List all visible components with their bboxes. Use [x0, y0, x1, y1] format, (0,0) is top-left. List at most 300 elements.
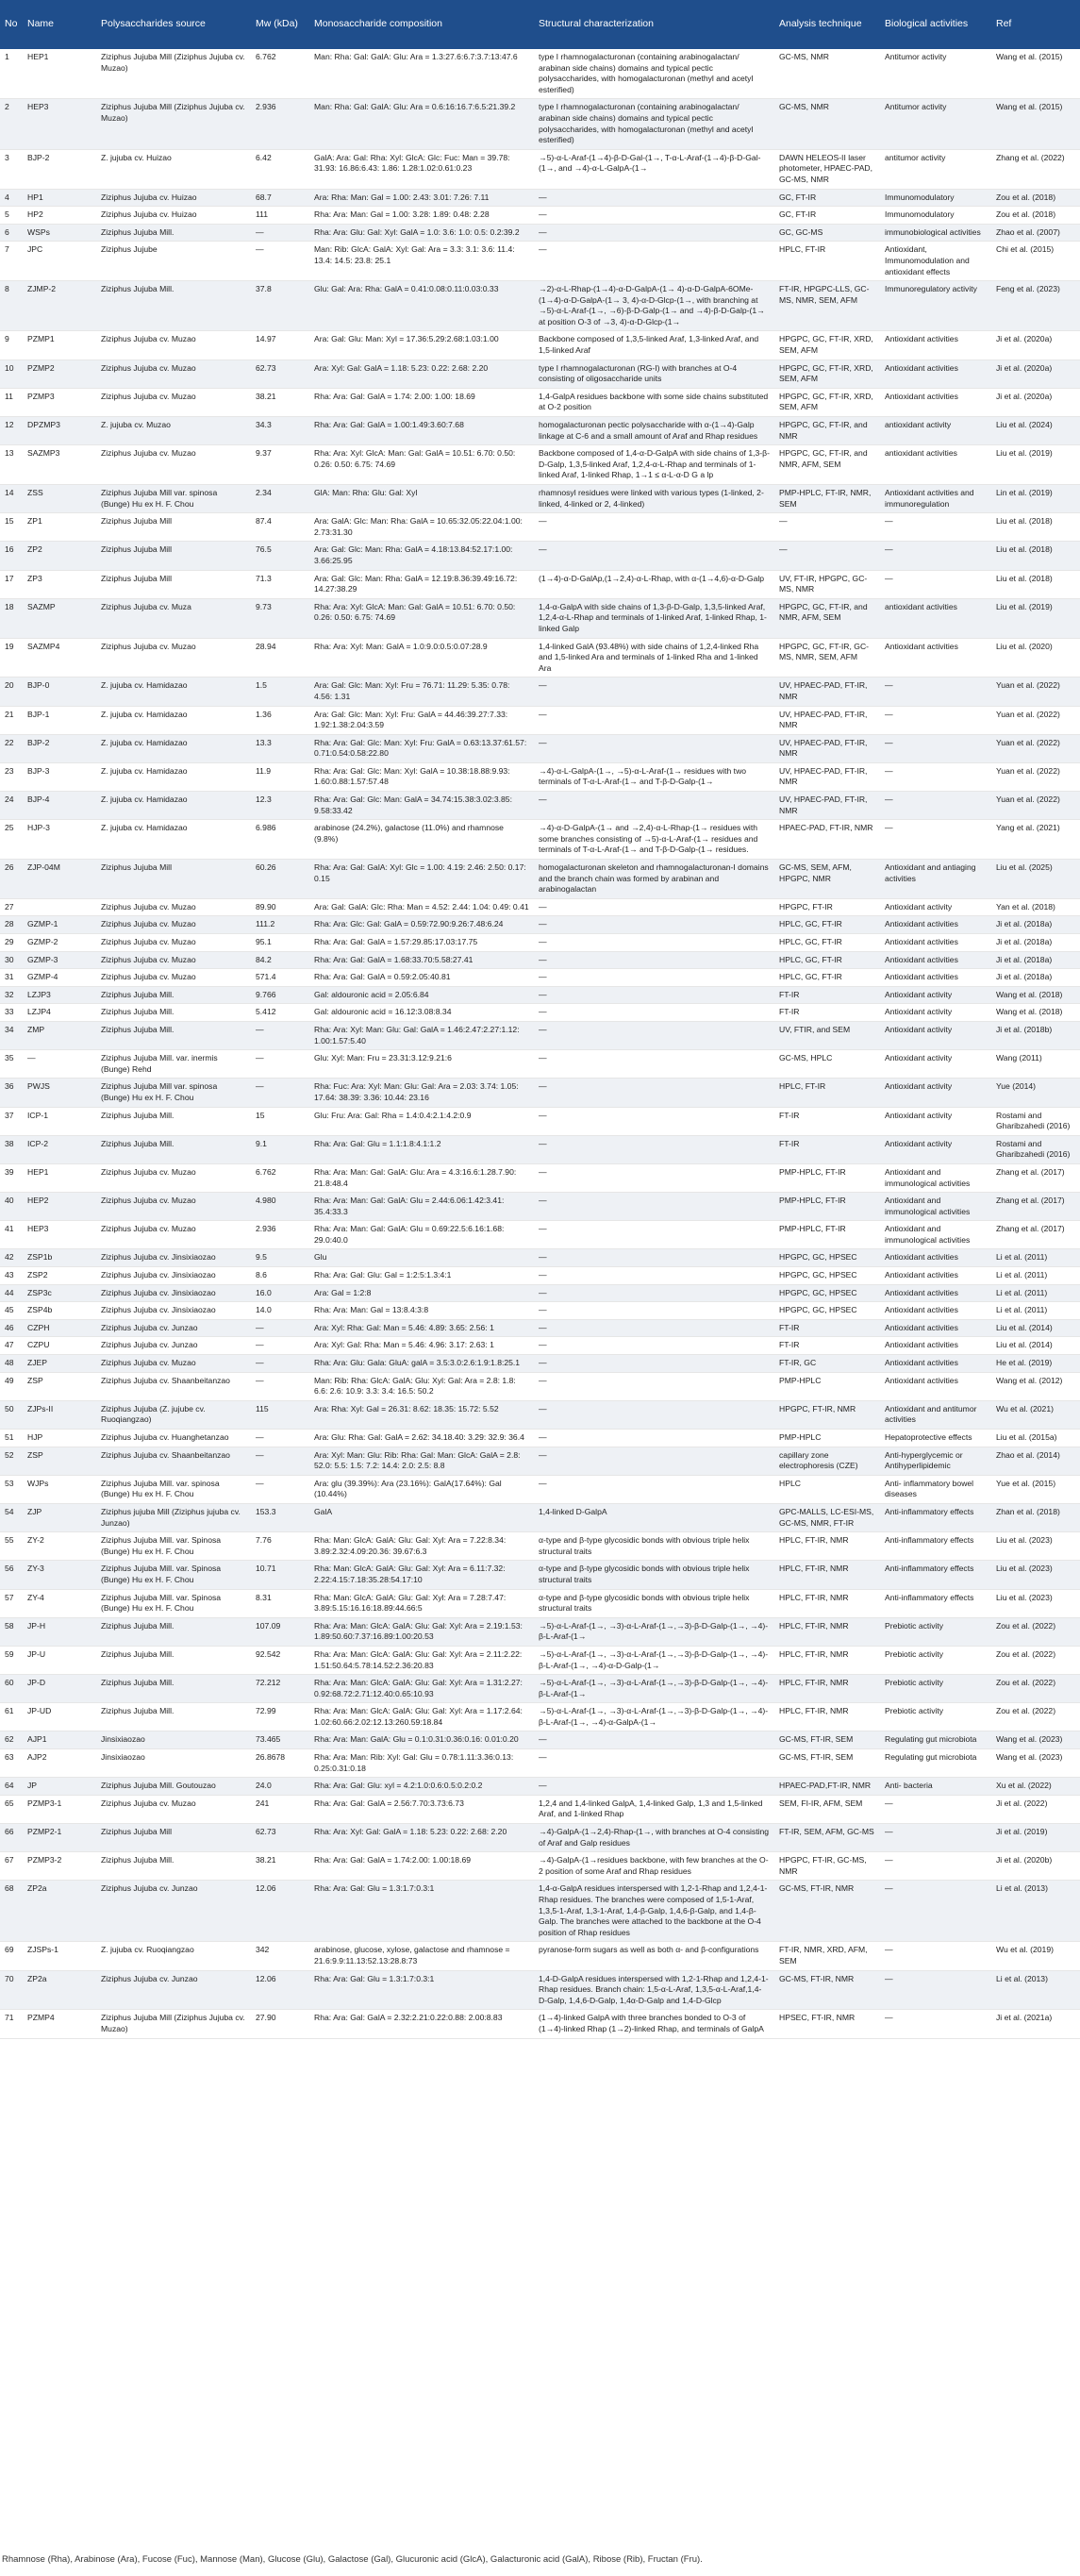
cell-mw: 73.465 — [251, 1731, 309, 1749]
cell-technique: HPLC, FT-IR, NMR — [774, 1561, 880, 1589]
cell-technique: GC, FT-IR — [774, 189, 880, 207]
cell-structure: — — [534, 1731, 774, 1749]
table-row — [0, 1824, 1080, 1852]
cell-no: 23 — [0, 762, 23, 791]
cell-source: Z. jujuba cv. Hamidazao — [96, 820, 251, 860]
table-row — [0, 1749, 1080, 1778]
cell-source: Ziziphus Jujuba cv. Shaanbeitanzao — [96, 1447, 251, 1475]
cell-source: Ziziphus Jujuba cv. Junzao — [96, 1970, 251, 2010]
cell-mw: 76.5 — [251, 542, 309, 570]
cell-source: Ziziphus Jujuba Mill. — [96, 1646, 251, 1674]
cell-source: Jinsixiaozao — [96, 1749, 251, 1778]
cell-ref: Liu et al. (2019) — [991, 445, 1080, 485]
cell-no: 69 — [0, 1942, 23, 1970]
cell-monosaccharide: Glu: Fru: Ara: Gal: Rha = 1.4:0.4:2.1:4.2:0.9 — [309, 1107, 534, 1135]
cell-structure: →4)-GalpA-(1→2,4)-Rhap-(1→, with branches at O-4 consisting of Araf and Galp residues — [534, 1824, 774, 1852]
table-row — [0, 1617, 1080, 1646]
cell-name: SAZMP3 — [23, 445, 96, 485]
cell-ref: Wang et al. (2018) — [991, 1004, 1080, 1022]
cell-mw: 12.06 — [251, 1881, 309, 1942]
cell-activity: antioxidant activities — [880, 598, 991, 638]
cell-activity: — — [880, 1852, 991, 1881]
cell-structure: (1→4)-linked GalpA with three branches bonded to O-3 of (1→4)-linked Rhap (1→2)-linked Rhap, and terminals of GalpA — [534, 2010, 774, 2038]
cell-activity: — — [880, 542, 991, 570]
cell-no: 11 — [0, 388, 23, 416]
cell-monosaccharide: Rha: Ara: Man: GlcA: GalA: Glu: Gal: Xyl: Ara = 1.17:2.64: 1.02:60.66:2.02:12.13:260.59:18.84 — [309, 1703, 534, 1731]
cell-ref: Ji et al. (2018a) — [991, 934, 1080, 952]
cell-activity: Antioxidant activities — [880, 1355, 991, 1373]
cell-monosaccharide: Rha: Ara: Gal: Glc: Man: GalA = 34.74:15.38:3.02:3.85: 9.58:33.42 — [309, 792, 534, 820]
table-row — [0, 1400, 1080, 1429]
cell-no: 15 — [0, 513, 23, 542]
cell-no: 71 — [0, 2010, 23, 2038]
cell-no: 45 — [0, 1302, 23, 1320]
cell-structure: homogalacturonan skeleton and rhamnogalacturonan-I domains and the branch chain was formed by arabinan and arabinogalactan — [534, 860, 774, 899]
cell-structure: 1,4-α-GalpA residues interspersed with 1,2-1-Rhap and 1,2,4-1-Rhap residues. The branches were composed of 1,5-1-Araf, 1,3,5-1-Araf, 1,3-1-Araf, 1,4-β-Galp, 1,4,6-β-Galp, and 1,4-β-Galp. The branches were attached to the backbone at the O-4 position of Rhap residues — [534, 1881, 774, 1942]
cell-mw: 111 — [251, 207, 309, 225]
cell-ref: Liu et al. (2014) — [991, 1337, 1080, 1355]
cell-technique: HPGPC, GC, HPSEC — [774, 1267, 880, 1285]
cell-structure: — — [534, 1355, 774, 1373]
cell-name: HJP — [23, 1430, 96, 1447]
cell-ref: Zou et al. (2018) — [991, 207, 1080, 225]
cell-source: Ziziphus Jujuba Mill (Ziziphus Jujuba cv. Muzao) — [96, 2010, 251, 2038]
cell-structure: — — [534, 542, 774, 570]
table-body — [0, 49, 1080, 2038]
cell-activity: Anti- bacteria — [880, 1778, 991, 1796]
cell-technique: HPLC, GC, FT-IR — [774, 951, 880, 969]
table-row — [0, 1163, 1080, 1192]
cell-activity: Antioxidant activities — [880, 638, 991, 677]
cell-activity: Antioxidant activities — [880, 388, 991, 416]
cell-ref: Chi et al. (2015) — [991, 242, 1080, 281]
table-row — [0, 542, 1080, 570]
table-row — [0, 1079, 1080, 1107]
cell-mw: 68.7 — [251, 189, 309, 207]
table-row — [0, 1646, 1080, 1674]
cell-no: 51 — [0, 1430, 23, 1447]
cell-source: Ziziphus Jujuba cv. Muzao — [96, 934, 251, 952]
cell-structure: — — [534, 1135, 774, 1163]
cell-ref: Yuan et al. (2022) — [991, 677, 1080, 706]
table-row — [0, 49, 1080, 99]
cell-structure: — — [534, 1221, 774, 1249]
table-row — [0, 792, 1080, 820]
table-row — [0, 360, 1080, 388]
cell-no: 12 — [0, 417, 23, 445]
cell-monosaccharide: Rha: Ara: Glc: Gal: GalA = 0.59:72.90:9.26:7.48:6.24 — [309, 916, 534, 934]
cell-name: BJP-0 — [23, 677, 96, 706]
cell-mw: 9.1 — [251, 1135, 309, 1163]
cell-source: Ziziphus Jujuba Mill. var. Spinosa (Bunge) Hu ex H. F. Chou — [96, 1561, 251, 1589]
cell-ref: Ji et al. (2018a) — [991, 969, 1080, 987]
cell-monosaccharide: arabinose (24.2%), galactose (11.0%) and rhamnose (9.8%) — [309, 820, 534, 860]
cell-name: HEP3 — [23, 99, 96, 149]
cell-monosaccharide: Rha: Ara: Man: GalA: Glu = 0.1:0.31:0.36:0.16: 0.01:0.20 — [309, 1731, 534, 1749]
cell-monosaccharide: Ara: Gal: GalA: Glc: Rha: Man = 4.52: 2.44: 1.04: 0.49: 0.41 — [309, 898, 534, 916]
table-row — [0, 677, 1080, 706]
cell-source: Z. jujuba cv. Hamidazao — [96, 706, 251, 734]
table-row — [0, 1852, 1080, 1881]
cell-ref: Wang et al. (2018) — [991, 986, 1080, 1004]
cell-source: Ziziphus Jujuba cv. Muzao — [96, 1163, 251, 1192]
cell-monosaccharide: Rha: Ara: Xyl: GlcA: Man: Gal: GalA = 10.51: 6.70: 0.50: 0.26: 0.50: 6.75: 74.69 — [309, 445, 534, 485]
cell-structure: — — [534, 207, 774, 225]
cell-name: ZP3 — [23, 570, 96, 598]
cell-no: 49 — [0, 1372, 23, 1400]
cell-mw: — — [251, 1475, 309, 1503]
cell-source: Ziziphus Jujuba Mill — [96, 513, 251, 542]
cell-no: 61 — [0, 1703, 23, 1731]
cell-name: ZSP4b — [23, 1302, 96, 1320]
cell-no: 28 — [0, 916, 23, 934]
table-row — [0, 1193, 1080, 1221]
cell-mw: — — [251, 1430, 309, 1447]
cell-source: Ziziphus Jujuba Mill. — [96, 1004, 251, 1022]
cell-ref: Zou et al. (2022) — [991, 1703, 1080, 1731]
header-col-mw: Mw (kDa) — [251, 0, 309, 49]
table-row — [0, 598, 1080, 638]
cell-monosaccharide: Rha: Ara: Gal: GalA = 0.59:2.05:40.81 — [309, 969, 534, 987]
cell-name: JP-UD — [23, 1703, 96, 1731]
cell-no: 38 — [0, 1135, 23, 1163]
cell-name: BJP-3 — [23, 762, 96, 791]
table-row — [0, 445, 1080, 485]
cell-ref: Zou et al. (2022) — [991, 1617, 1080, 1646]
cell-source: Ziziphus Jujuba (Z. jujube cv. Ruoqiangzao) — [96, 1400, 251, 1429]
cell-structure: α-type and β-type glycosidic bonds with obvious triple helix structural traits — [534, 1561, 774, 1589]
table-row — [0, 1675, 1080, 1703]
cell-monosaccharide: Rha: Ara: Glu: Gal: Xyl: GalA = 1.0: 3.6: 1.0: 0.5: 0.2:39.2 — [309, 224, 534, 242]
cell-mw: 12.06 — [251, 1970, 309, 2010]
cell-mw: 10.71 — [251, 1561, 309, 1589]
cell-structure: 1,2,4 and 1,4-linked GalpA, 1,4-linked Galp, 1,3 and 1,5-linked Araf, and 1-linked Rhap — [534, 1795, 774, 1823]
cell-no: 50 — [0, 1400, 23, 1429]
cell-ref: Wu et al. (2019) — [991, 1942, 1080, 1970]
cell-technique: capillary zone electrophoresis (CZE) — [774, 1447, 880, 1475]
cell-structure: — — [534, 1107, 774, 1135]
cell-no: 53 — [0, 1475, 23, 1503]
cell-mw: 9.73 — [251, 598, 309, 638]
cell-structure: type I rhamnogalacturonan (containing arabinogalactan/ arabinan side chains) domains and typical pectic polysaccharides, with homogalacturonan (methyl and acetyl esterified) — [534, 49, 774, 99]
cell-monosaccharide: Ara: Xyl: Rha: Gal: Man = 5.46: 4.89: 3.65: 2.56: 1 — [309, 1319, 534, 1337]
table-row — [0, 1284, 1080, 1302]
cell-name: PZMP1 — [23, 331, 96, 360]
cell-source: Ziziphus Jujuba Mill (Ziziphus Jujuba cv. Muzao) — [96, 99, 251, 149]
cell-structure: α-type and β-type glycosidic bonds with obvious triple helix structural traits — [534, 1532, 774, 1561]
cell-ref: Zhang et al. (2022) — [991, 149, 1080, 189]
table-row — [0, 1561, 1080, 1589]
cell-monosaccharide: Rha: Ara: Xyl: Man: GalA = 1.0:9.0:0.5:0.07:28.9 — [309, 638, 534, 677]
cell-technique: HPLC, FT-IR, NMR — [774, 1532, 880, 1561]
cell-monosaccharide: Ara: Rha: Man: Gal = 1.00: 2.43: 3.01: 7.26: 7.11 — [309, 189, 534, 207]
cell-name: HP1 — [23, 189, 96, 207]
cell-no: 60 — [0, 1675, 23, 1703]
cell-activity: Antioxidant, Immunomodulation and antioxidant effects — [880, 242, 991, 281]
cell-source: Ziziphus Jujuba Mill. — [96, 1675, 251, 1703]
cell-technique: PMP-HPLC, FT-IR — [774, 1193, 880, 1221]
table-row — [0, 331, 1080, 360]
cell-structure: α-type and β-type glycosidic bonds with obvious triple helix structural traits — [534, 1589, 774, 1617]
cell-ref: Ji et al. (2019) — [991, 1824, 1080, 1852]
cell-no: 8 — [0, 281, 23, 331]
cell-mw: — — [251, 1021, 309, 1049]
cell-technique: GC-MS, FT-IR, NMR — [774, 1881, 880, 1942]
cell-mw: — — [251, 1372, 309, 1400]
cell-source: Ziziphus Jujuba cv. Huanghetanzao — [96, 1430, 251, 1447]
cell-mw: 13.3 — [251, 734, 309, 762]
cell-ref: Yuan et al. (2022) — [991, 792, 1080, 820]
cell-ref: Xu et al. (2022) — [991, 1778, 1080, 1796]
cell-activity: Anti-inflammatory effects — [880, 1532, 991, 1561]
cell-no: 26 — [0, 860, 23, 899]
cell-monosaccharide: Ara: GalA: Glc: Man: Rha: GalA = 10.65:32.05:22.04:1.00: 2.73:31.30 — [309, 513, 534, 542]
cell-structure: — — [534, 242, 774, 281]
cell-source: Ziziphus Jujuba Mill. — [96, 281, 251, 331]
cell-source: Ziziphus Jujuba cv. Jinsixiaozao — [96, 1302, 251, 1320]
cell-ref: Wang et al. (2023) — [991, 1749, 1080, 1778]
cell-mw: 1.5 — [251, 677, 309, 706]
cell-source: Z. jujuba cv. Ruoqiangzao — [96, 1942, 251, 1970]
cell-structure: — — [534, 706, 774, 734]
cell-activity: — — [880, 1942, 991, 1970]
cell-ref: Liu et al. (2019) — [991, 598, 1080, 638]
cell-structure: pyranose-form sugars as well as both α- and β-configurations — [534, 1942, 774, 1970]
cell-monosaccharide: Rha: Fuc: Ara: Xyl: Man: Glu: Gal: Ara = 2.03: 3.74: 1.05: 17.64: 38.39: 3.36: 10.44: 23.16 — [309, 1079, 534, 1107]
cell-source: Z. jujuba cv. Hamidazao — [96, 792, 251, 820]
cell-no: 64 — [0, 1778, 23, 1796]
cell-no: 52 — [0, 1447, 23, 1475]
table-row — [0, 149, 1080, 189]
cell-structure: 1,4-α-GalpA with side chains of 1,3-β-D-Galp, 1,3,5-linked Araf, 1,2,4-α-L-Rhap and terminals of 1-linked Araf, 1-linked Rhap, 1-linked Galp — [534, 598, 774, 638]
cell-ref: Feng et al. (2023) — [991, 281, 1080, 331]
header-col-no: No — [0, 0, 23, 49]
table-row — [0, 1970, 1080, 2010]
cell-source: Ziziphus Jujuba cv. Muza — [96, 598, 251, 638]
cell-monosaccharide: Ara: Gal: Glc: Man: Rha: GalA = 12.19:8.36:39.49:16.72: 14.27:38.29 — [309, 570, 534, 598]
cell-no: 54 — [0, 1503, 23, 1531]
cell-no: 35 — [0, 1050, 23, 1079]
cell-name: PZMP4 — [23, 2010, 96, 2038]
cell-no: 29 — [0, 934, 23, 952]
cell-name: ZP2a — [23, 1970, 96, 2010]
cell-no: 70 — [0, 1970, 23, 2010]
cell-source: Ziziphus Jujuba Mill. — [96, 1135, 251, 1163]
cell-activity: Immunomodulatory — [880, 207, 991, 225]
cell-structure: — — [534, 1163, 774, 1192]
cell-monosaccharide: Rha: Ara: Man: Gal: GalA: Glu = 2.44:6.06:1.42:3.41: 35.4:33.3 — [309, 1193, 534, 1221]
cell-source: Ziziphus Jujuba cv. Muzao — [96, 445, 251, 485]
cell-ref: Li et al. (2013) — [991, 1970, 1080, 2010]
cell-activity: — — [880, 2010, 991, 2038]
cell-name: SAZMP4 — [23, 638, 96, 677]
cell-monosaccharide: Rha: Ara: Man: Gal: GalA: Glu = 0.69:22.5:6.16:1.68: 29.0:40.0 — [309, 1221, 534, 1249]
cell-structure: (1→4)-α-D-GalAp,(1→2,4)-α-L-Rhap, with α-(1→4,6)-α-D-Galp — [534, 570, 774, 598]
cell-technique: HPLC, GC, FT-IR — [774, 916, 880, 934]
cell-mw: 28.94 — [251, 638, 309, 677]
cell-activity: Antioxidant and immunological activities — [880, 1221, 991, 1249]
cell-technique: HPGPC, GC, FT-IR, XRD, SEM, AFM — [774, 331, 880, 360]
table-row — [0, 1221, 1080, 1249]
table-row — [0, 281, 1080, 331]
cell-ref: Yan et al. (2018) — [991, 898, 1080, 916]
cell-mw: 14.0 — [251, 1302, 309, 1320]
cell-name: BJP-1 — [23, 706, 96, 734]
cell-activity: Antioxidant activities and immunoregulation — [880, 485, 991, 513]
cell-technique: HPGPC, GC, FT-IR, and NMR — [774, 417, 880, 445]
cell-ref: Ji et al. (2020b) — [991, 1852, 1080, 1881]
table-row — [0, 706, 1080, 734]
table-row — [0, 1532, 1080, 1561]
cell-structure: — — [534, 677, 774, 706]
cell-activity: Antioxidant activities — [880, 1267, 991, 1285]
cell-technique: FT-IR — [774, 986, 880, 1004]
cell-structure: →4)-α-L-GalpA-(1→, →5)-α-L-Araf-(1→ residues with two terminals of T-α-L-Araf-(1→ and T-β-D-Galp-(1→ — [534, 762, 774, 791]
cell-mw: 24.0 — [251, 1778, 309, 1796]
cell-no: 48 — [0, 1355, 23, 1373]
cell-name: JP-U — [23, 1646, 96, 1674]
cell-mw: 72.212 — [251, 1675, 309, 1703]
cell-mw: 11.9 — [251, 762, 309, 791]
cell-name: ZY-3 — [23, 1561, 96, 1589]
cell-mw: 9.37 — [251, 445, 309, 485]
cell-source: Ziziphus Jujuba cv. Muzao — [96, 638, 251, 677]
cell-structure: — — [534, 1319, 774, 1337]
cell-monosaccharide: Rha: Ara: Glu: Gala: GluA: galA = 3.5:3.0:2.6:1.9:1.8:25.1 — [309, 1355, 534, 1373]
cell-monosaccharide: Rha: Ara: Gal: Glu = 1.3:1.7:0.3:1 — [309, 1881, 534, 1942]
cell-source: Ziziphus Jujuba Mill. var. inermis (Bunge) Rehd — [96, 1050, 251, 1079]
cell-no: 13 — [0, 445, 23, 485]
cell-monosaccharide: Man: Rib: Rha: GlcA: GalA: Glu: Xyl: Gal: Ara = 2.8: 1.8: 6.6: 2.6: 10.9: 3.3: 3.4: 16.5: 50.2 — [309, 1372, 534, 1400]
cell-ref: Zou et al. (2022) — [991, 1675, 1080, 1703]
cell-structure: — — [534, 513, 774, 542]
cell-technique: GC-MS, NMR — [774, 49, 880, 99]
cell-activity: — — [880, 1795, 991, 1823]
cell-name: ICP-2 — [23, 1135, 96, 1163]
cell-technique: PMP-HPLC, FT-IR — [774, 1163, 880, 1192]
cell-technique: — — [774, 542, 880, 570]
header-col-ref: Ref — [991, 0, 1080, 49]
cell-name: ZSP — [23, 1372, 96, 1400]
cell-name: HP2 — [23, 207, 96, 225]
cell-activity: Antioxidant activity — [880, 1050, 991, 1079]
cell-activity: — — [880, 1824, 991, 1852]
cell-mw: 60.26 — [251, 860, 309, 899]
cell-name: AJP2 — [23, 1749, 96, 1778]
cell-monosaccharide: Rha: Ara: Gal: GalA = 1.57:29.85:17.03:17.75 — [309, 934, 534, 952]
cell-no: 55 — [0, 1532, 23, 1561]
cell-technique: HPGPC, GC, HPSEC — [774, 1284, 880, 1302]
cell-technique: PMP-HPLC, FT-IR, NMR, SEM — [774, 485, 880, 513]
cell-no: 2 — [0, 99, 23, 149]
cell-no: 46 — [0, 1319, 23, 1337]
cell-name: PWJS — [23, 1079, 96, 1107]
cell-source: Jinsixiaozao — [96, 1731, 251, 1749]
cell-no: 68 — [0, 1881, 23, 1942]
cell-mw: 1.36 — [251, 706, 309, 734]
header-col-activity: Biological activities — [880, 0, 991, 49]
cell-monosaccharide: Ara: Gal: Glc: Man: Xyl: Fru = 76.71: 11.29: 5.35: 0.78: 4.56: 1.31 — [309, 677, 534, 706]
cell-source: Z. jujuba cv. Muzao — [96, 417, 251, 445]
cell-no: 18 — [0, 598, 23, 638]
cell-name: — — [23, 1050, 96, 1079]
cell-mw: 95.1 — [251, 934, 309, 952]
cell-name: ZP2a — [23, 1881, 96, 1942]
cell-monosaccharide: Rha: Man: GlcA: GalA: Glu: Gal: Xyl: Ara = 7.22:8.34: 3.89:2.32:4.09:20.36: 39.67:6.3 — [309, 1532, 534, 1561]
table-footnote: Rhamnose (Rha), Arabinose (Ara), Fucose (Fuc), Mannose (Man), Glucose (Glu), Galactose (Gal), Glucuronic acid (GlcA), Galacturonic acid (GalA), Ribose (Rib), Fructan (Fru). — [2, 2554, 703, 2565]
cell-activity: Anti-inflammatory effects — [880, 1589, 991, 1617]
cell-activity: Antioxidant activities — [880, 1249, 991, 1267]
cell-structure: 1,4-linked GalA (93.48%) with side chains of 1,2,4-linked Rha and 1,5-linked Ara and terminals of 1-linked Rha and 1-linked Ara — [534, 638, 774, 677]
cell-name: AJP1 — [23, 1731, 96, 1749]
cell-ref: Liu et al. (2015a) — [991, 1430, 1080, 1447]
cell-technique: HPAEC-PAD, FT-IR, NMR — [774, 820, 880, 860]
cell-ref: Wang (2011) — [991, 1050, 1080, 1079]
cell-structure: type I rhamnogalacturonan (RG-I) with branches at O-4 consisting of oligosaccharide units — [534, 360, 774, 388]
cell-no: 56 — [0, 1561, 23, 1589]
cell-activity: Antioxidant activity — [880, 1107, 991, 1135]
cell-activity: Anti-hyperglycemic or Antihyperlipidemic — [880, 1447, 991, 1475]
cell-source: Ziziphus Jujuba Mill. Goutouzao — [96, 1778, 251, 1796]
cell-structure: — — [534, 189, 774, 207]
table-row — [0, 1355, 1080, 1373]
cell-no: 65 — [0, 1795, 23, 1823]
cell-mw: 16.0 — [251, 1284, 309, 1302]
cell-source: Ziziphus Jujuba cv. Muzao — [96, 951, 251, 969]
cell-name: LZJP4 — [23, 1004, 96, 1022]
cell-mw: 9.766 — [251, 986, 309, 1004]
cell-mw: — — [251, 1447, 309, 1475]
cell-activity: immunobiological activities — [880, 224, 991, 242]
cell-no: 22 — [0, 734, 23, 762]
cell-no: 62 — [0, 1731, 23, 1749]
cell-monosaccharide: Rha: Ara: Man: GlcA: GalA: Glu: Gal: Xyl: Ara = 2.19:1.53: 1.89:50.60:7.37:16.89:1.00:20.53 — [309, 1617, 534, 1646]
cell-name: ZP2 — [23, 542, 96, 570]
cell-structure: →5)-α-L-Araf-(1→, →3)-α-L-Araf-(1→,→3)-β-D-Galp-(1→, →4)-β-L-Araf-(1→, →4)-α-D-Galp-(1→ — [534, 1646, 774, 1674]
table-row — [0, 1703, 1080, 1731]
cell-no: 4 — [0, 189, 23, 207]
cell-mw: 342 — [251, 1942, 309, 1970]
cell-activity: — — [880, 706, 991, 734]
table-row — [0, 1050, 1080, 1079]
cell-activity: Antioxidant activities — [880, 1302, 991, 1320]
cell-activity: Antioxidant and antitumor activities — [880, 1400, 991, 1429]
cell-no: 10 — [0, 360, 23, 388]
cell-mw: — — [251, 224, 309, 242]
cell-monosaccharide: arabinose, glucose, xylose, galactose and rhamnose = 21.6:9.9:11.13:52.13:28.8:73 — [309, 1942, 534, 1970]
cell-activity: Regulating gut microbiota — [880, 1731, 991, 1749]
cell-no: 24 — [0, 792, 23, 820]
cell-no: 9 — [0, 331, 23, 360]
cell-mw: 12.3 — [251, 792, 309, 820]
cell-source: Ziziphus Jujuba Mill. — [96, 986, 251, 1004]
cell-activity: Antioxidant activities — [880, 331, 991, 360]
cell-monosaccharide: Rha: Ara: Man: GlcA: GalA: Glu: Gal: Xyl: Ara = 2.11:2.22: 1.51:50.64:5.78:14.52:2.36:20.83 — [309, 1646, 534, 1674]
cell-mw: 34.3 — [251, 417, 309, 445]
cell-structure: — — [534, 1004, 774, 1022]
cell-monosaccharide: Rha: Ara: Man: Gal = 1.00: 3.28: 1.89: 0.48: 2.28 — [309, 207, 534, 225]
cell-name: WJPs — [23, 1475, 96, 1503]
cell-mw: 15 — [251, 1107, 309, 1135]
cell-monosaccharide: GalA: Ara: Gal: Rha: Xyl: GlcA: Glc: Fuc: Man = 39.78: 31.93: 16.86:6.43: 1.86: 1.28:1.02:0.61:0.23 — [309, 149, 534, 189]
cell-monosaccharide: Glu — [309, 1249, 534, 1267]
cell-no: 37 — [0, 1107, 23, 1135]
cell-structure: →4)-GalpA-(1→residues backbone, with few branches at the O-2 position of some Araf and Rhap residues — [534, 1852, 774, 1881]
cell-structure: →2)-α-L-Rhap-(1→4)-α-D-GalpA-(1→ 4)-α-D-GalpA-6OMe-(1→4)-α-D-GalpA-(1→ 3, 4)-α-D-Glcp-(1→, with branching at →5)-α-L-Araf-(1→, →6)-β-D-Galp-(1→ and →4)-β-D-Galp-(1→ at position O-3 of →3, 4)-α-D-Glcp-(1→ — [534, 281, 774, 331]
table-header — [0, 0, 1080, 49]
cell-no: 7 — [0, 242, 23, 281]
cell-activity: Antitumor activity — [880, 99, 991, 149]
